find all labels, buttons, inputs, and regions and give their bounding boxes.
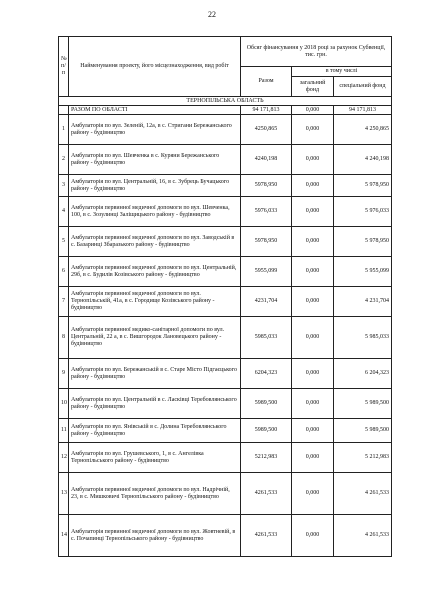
row-number: 12 [59, 443, 69, 473]
project-name: Амбулаторія по вул. Центральній, 16, в с. Зубрець Бучацького району - будівництво [69, 175, 241, 197]
amount-general-fund: 0,000 [292, 175, 334, 197]
amount-general-fund: 0,000 [292, 443, 334, 473]
header-number: № п/п [59, 37, 69, 97]
project-name: Амбулаторія первинної медичної допомоги по вул. Заводській в с. Базаринці Збаразького району - будівництво [69, 227, 241, 257]
amount-special-fund: 4 250,865 [334, 115, 392, 145]
table-row [59, 227, 392, 257]
amount-total: 5978,950 [241, 175, 292, 197]
row-number: 13 [59, 473, 69, 515]
table-row [59, 443, 392, 473]
amount-total: 5978,950 [241, 227, 292, 257]
project-name: Амбулаторія по вул. Шевченка в с. Куряни Бережанського району - будівництво [69, 145, 241, 175]
table-row [59, 115, 392, 145]
row-number: 5 [59, 227, 69, 257]
row-number: 9 [59, 359, 69, 389]
project-name: Амбулаторія по вул. Янівській в с. Долина Теребовлянського району - будівництво [69, 419, 241, 443]
table-body [59, 97, 392, 557]
amount-total: 5985,033 [241, 317, 292, 359]
header-total: Разом [241, 67, 292, 97]
amount-special-fund: 4 231,704 [334, 287, 392, 317]
funding-table [58, 36, 392, 557]
amount-total: 5989,500 [241, 389, 292, 419]
amount-general-fund: 0,000 [292, 419, 334, 443]
table-row [59, 257, 392, 287]
region-total-general: 0,000 [292, 106, 334, 115]
region-total-number [59, 106, 69, 115]
project-name: Амбулаторія по вул. Бережанській в с. Старе Місто Підгаєцького району - будівництво [69, 359, 241, 389]
project-name: Амбулаторія первинної медичної допомоги по вул. Шевченка, 100, в с. Зозулинці Заліщицького району - будівництво [69, 197, 241, 227]
header-funding: Обсяг фінансування у 2018 році за рахунок Субвенції, тис. грн. [241, 37, 392, 67]
row-number: 4 [59, 197, 69, 227]
amount-special-fund: 5 978,950 [334, 175, 392, 197]
table-row [59, 473, 392, 515]
region-total-label: РАЗОМ ПО ОБЛАСТІ [69, 106, 241, 115]
amount-total: 5955,099 [241, 257, 292, 287]
amount-special-fund: 5 985,033 [334, 317, 392, 359]
amount-total: 5989,500 [241, 419, 292, 443]
amount-special-fund: 6 204,323 [334, 359, 392, 389]
row-number: 3 [59, 175, 69, 197]
amount-general-fund: 0,000 [292, 227, 334, 257]
table-row [59, 389, 392, 419]
amount-general-fund: 0,000 [292, 389, 334, 419]
amount-special-fund: 4 261,533 [334, 515, 392, 557]
amount-total: 4261,533 [241, 473, 292, 515]
table-row [59, 419, 392, 443]
amount-general-fund: 0,000 [292, 115, 334, 145]
project-name: Амбулаторія первинної медичної допомоги по вул. Надрічній, 23, в с. Мишковичі Тернопільського району - будівництво [69, 473, 241, 515]
amount-total: 4261,533 [241, 515, 292, 557]
amount-special-fund: 5 955,099 [334, 257, 392, 287]
amount-special-fund: 4 240,198 [334, 145, 392, 175]
row-number: 14 [59, 515, 69, 557]
amount-general-fund: 0,000 [292, 473, 334, 515]
project-name: Амбулаторія по вул. Центральній в с. Ласківці Теребовлянського району - будівництво [69, 389, 241, 419]
amount-special-fund: 5 212,983 [334, 443, 392, 473]
amount-general-fund: 0,000 [292, 197, 334, 227]
header-general-fund: загальний фонд [292, 77, 334, 97]
project-name: Амбулаторія первинної медико-санітарної допомоги по вул. Центральній, 22 а, в с. Вишгородок Лановецького району - будівництво [69, 317, 241, 359]
header-including: в тому числі [292, 67, 392, 77]
header-project-name: Найменування проекту, його місцезнаходження, вид робіт [69, 37, 241, 97]
table-row [59, 359, 392, 389]
table-row [59, 287, 392, 317]
amount-general-fund: 0,000 [292, 145, 334, 175]
region-name: ТЕРНОПІЛЬСЬКА ОБЛАСТЬ [59, 97, 392, 106]
amount-special-fund: 5 989,500 [334, 389, 392, 419]
amount-special-fund: 5 989,500 [334, 419, 392, 443]
project-name: Амбулаторія по вул. Грушевського, 1, в с. Ангелівка Тернопільського району - будівництво [69, 443, 241, 473]
project-name: Амбулаторія по вул. Зеленій, 12а, в с. Стригани Бережанського району - будівництво [69, 115, 241, 145]
amount-general-fund: 0,000 [292, 359, 334, 389]
table-header [59, 37, 392, 97]
region-total-sum: 94 171,813 [241, 106, 292, 115]
amount-total: 5976,033 [241, 197, 292, 227]
table-row [59, 317, 392, 359]
project-name: Амбулаторія первинної медичної допомоги по вул. Центральній, 29б, в с. Будилів Козівського району - будівництво [69, 257, 241, 287]
page-number: 22 [208, 10, 216, 19]
amount-total: 6204,323 [241, 359, 292, 389]
table-row [59, 197, 392, 227]
row-number: 8 [59, 317, 69, 359]
amount-total: 4231,704 [241, 287, 292, 317]
amount-general-fund: 0,000 [292, 257, 334, 287]
amount-special-fund: 5 976,033 [334, 197, 392, 227]
amount-total: 4240,198 [241, 145, 292, 175]
region-row [59, 97, 392, 106]
row-number: 6 [59, 257, 69, 287]
row-number: 10 [59, 389, 69, 419]
row-number: 7 [59, 287, 69, 317]
header-special-fund: спеціальний фонд [334, 77, 392, 97]
amount-total: 4250,865 [241, 115, 292, 145]
row-number: 1 [59, 115, 69, 145]
table-row [59, 515, 392, 557]
region-total-row [59, 106, 392, 115]
table-row [59, 175, 392, 197]
project-name: Амбулаторія первинної медичної допомоги по вул. Жовтневій, в с. Почапинці Тернопільського району - будівництво [69, 515, 241, 557]
amount-special-fund: 5 978,950 [334, 227, 392, 257]
row-number: 11 [59, 419, 69, 443]
amount-special-fund: 4 261,533 [334, 473, 392, 515]
amount-total: 5212,983 [241, 443, 292, 473]
region-total-special: 94 171,813 [334, 106, 392, 115]
project-name: Амбулаторія первинної медичної допомоги по вул. Тернопільській, 41а, в с. Городище Козівського району - будівництво [69, 287, 241, 317]
amount-general-fund: 0,000 [292, 515, 334, 557]
amount-general-fund: 0,000 [292, 317, 334, 359]
amount-general-fund: 0,000 [292, 287, 334, 317]
table-row [59, 145, 392, 175]
row-number: 2 [59, 145, 69, 175]
